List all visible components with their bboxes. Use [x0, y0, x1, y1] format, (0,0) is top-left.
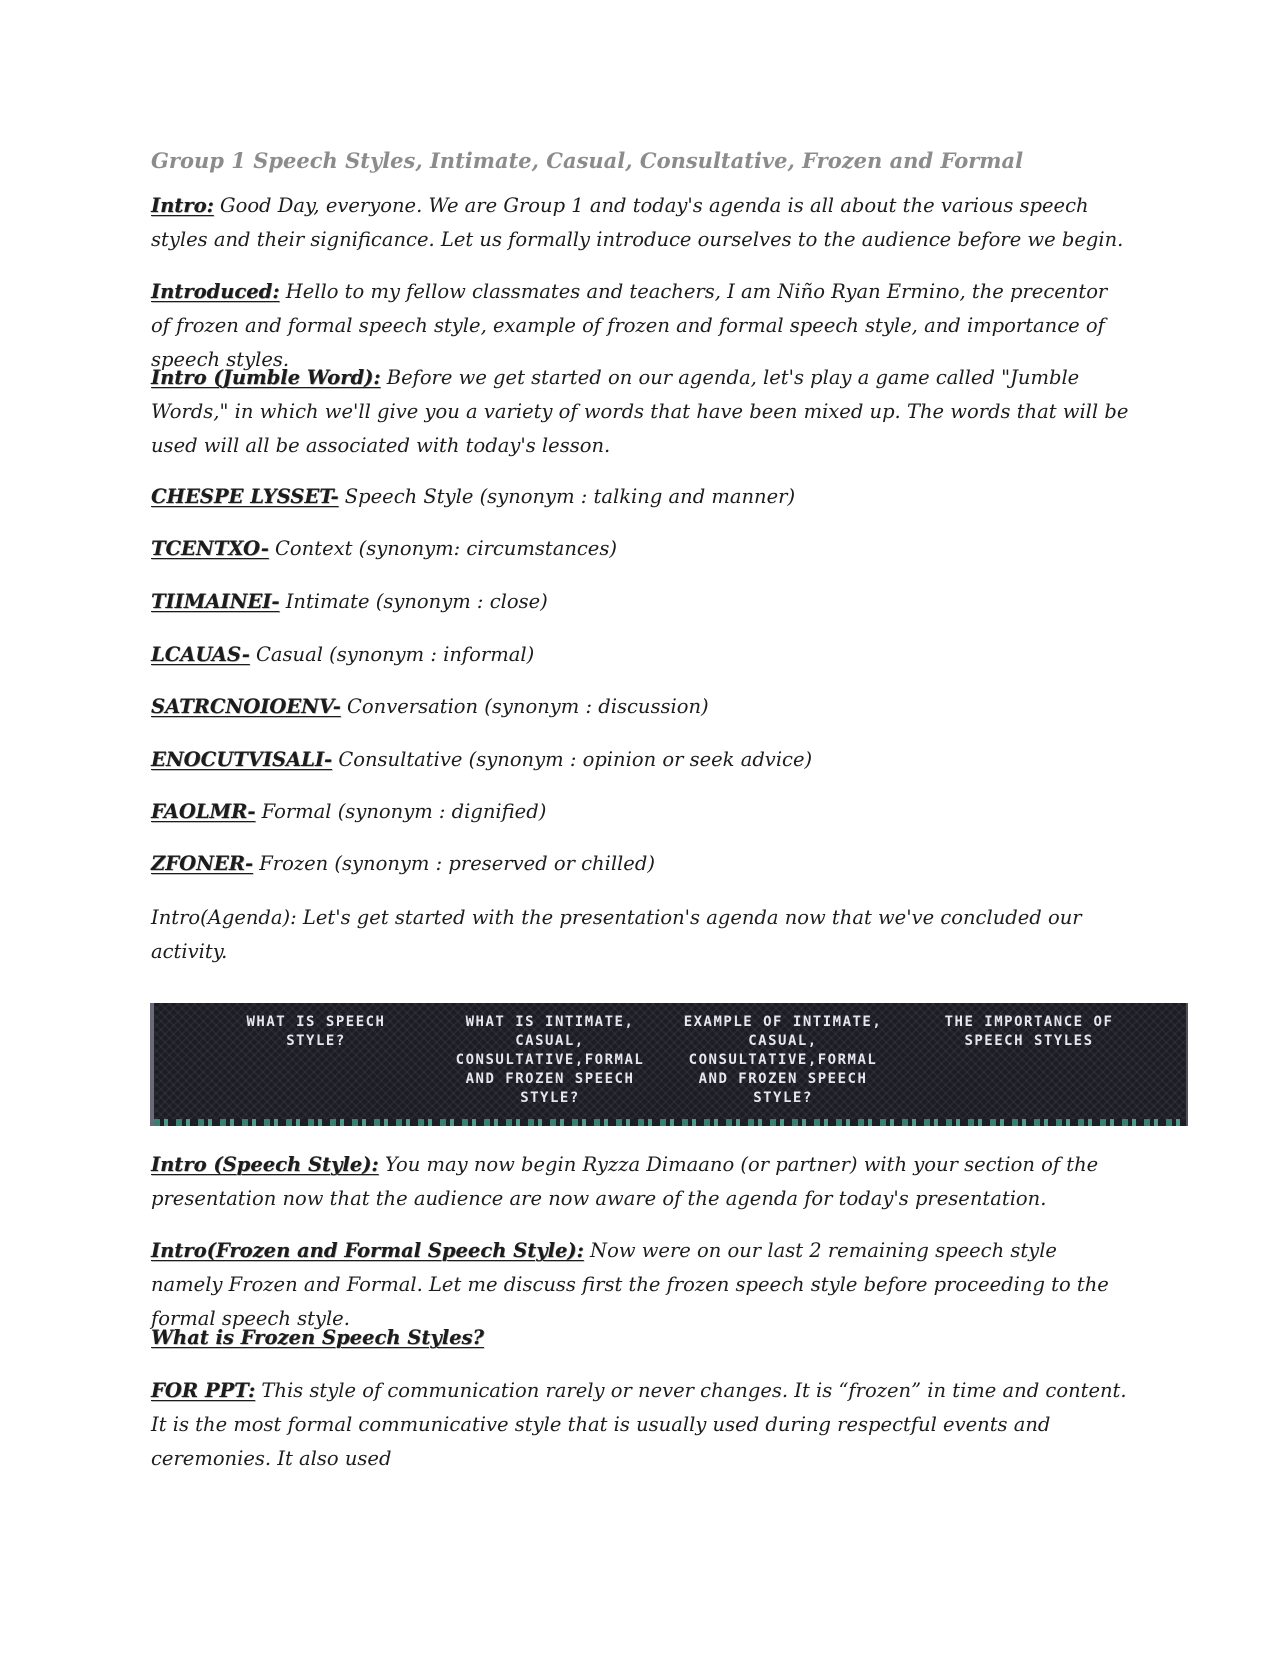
jumble-scrambled: ZFONER-	[151, 852, 254, 875]
jumble-word-item	[151, 690, 1131, 724]
intro-jumble-text: Before we get started on our agenda, let's play a game called "Jumble Words," in which we'll give you a variety of words that have been mixed up. The words that will be used will all be associated with today's lesson.	[151, 366, 1129, 457]
document-title: Group 1 Speech Styles, Intimate, Casual, Consultative, Frozen and Formal	[151, 148, 1024, 173]
for-ppt-paragraph	[151, 1374, 1131, 1476]
jumble-word-item	[151, 795, 1131, 829]
intro-jumble-paragraph	[151, 361, 1131, 463]
agenda-item-importance: THE IMPORTANCE OF SPEECH STYLES	[944, 1014, 1114, 1049]
intro-text: Good Day, everyone. We are Group 1 and today's agenda is all about the various speech styles and their significance. Let us formally introduce ourselves to the audience before we begin.	[151, 194, 1124, 251]
jumble-answer: Conversation (synonym : discussion)	[347, 695, 709, 718]
jumble-scrambled: SATRCNOIOENV-	[151, 695, 341, 718]
jumble-word-item	[151, 480, 1131, 514]
agenda-item-what-is-styles: WHAT IS INTIMATE, CASUAL, CONSULTATIVE,FORMAL AND FROZEN SPEECH STYLE?	[455, 1014, 645, 1106]
intro-label: Intro:	[151, 194, 214, 217]
agenda-banner-decoration	[154, 1119, 1186, 1126]
jumble-word-item	[151, 847, 1131, 881]
jumble-answer: Speech Style (synonym : talking and manner)	[344, 485, 796, 508]
jumble-word-item	[151, 532, 1131, 566]
intro-speech-style-label: Intro (Speech Style):	[151, 1153, 379, 1176]
intro-speech-style-paragraph	[151, 1148, 1131, 1216]
introduced-text: Hello to my fellow classmates and teachers, I am Niño Ryan Ermino, the precentor of frozen and formal speech style, example of frozen and formal speech style, and importance of speech styles.	[151, 280, 1108, 371]
jumble-answer: Intimate (synonym : close)	[285, 590, 548, 613]
intro-frozen-formal-label: Intro(Frozen and Formal Speech Style):	[151, 1239, 584, 1262]
jumble-word-item	[151, 743, 1131, 777]
jumble-answer: Context (synonym: circumstances)	[275, 537, 617, 560]
jumble-answer: Casual (synonym : informal)	[256, 643, 535, 666]
agenda-item-examples: EXAMPLE OF INTIMATE, CASUAL, CONSULTATIVE,FORMAL AND FROZEN SPEECH STYLE?	[683, 1014, 883, 1106]
intro-agenda-paragraph: Intro(Agenda): Let's get started with the presentation's agenda now that we've concluded our activity.	[151, 906, 1082, 963]
jumble-scrambled: CHESPE LYSSET-	[151, 485, 339, 508]
jumble-answer: Frozen (synonym : preserved or chilled)	[259, 852, 655, 875]
intro-frozen-formal-text: Now were on our last 2 remaining speech style namely Frozen and Formal. Let me discuss first the frozen speech style before proceeding to the formal speech style.	[151, 1239, 1109, 1330]
agenda-banner-image	[150, 1003, 1188, 1126]
for-ppt-text: This style of communication rarely or never changes. It is “frozen” in time and content. It is the most formal communicative style that is usually used during respectful events and ceremonies. It also used	[151, 1379, 1127, 1470]
for-ppt-label: FOR PPT:	[151, 1379, 256, 1402]
frozen-speech-heading	[151, 1321, 1131, 1355]
jumble-scrambled: ENOCUTVISALI-	[151, 748, 333, 771]
jumble-scrambled: FAOLMR-	[151, 800, 256, 823]
jumble-answer: Formal (synonym : dignified)	[261, 800, 547, 823]
agenda-item-speech-style: WHAT IS SPEECH STYLE?	[246, 1014, 386, 1049]
jumble-word-item	[151, 638, 1131, 672]
introduced-label: Introduced:	[151, 280, 280, 303]
jumble-word-item	[151, 585, 1131, 619]
jumble-answer: Consultative (synonym : opinion or seek advice)	[338, 748, 813, 771]
intro-speech-style-text: You may now begin Ryzza Dimaano (or partner) with your section of the presentation now that the audience are now aware of the agenda for today's presentation.	[151, 1153, 1099, 1210]
intro-paragraph	[151, 189, 1131, 257]
intro-jumble-label: Intro (Jumble Word):	[151, 366, 381, 389]
jumble-scrambled: TIIMAINEI-	[151, 590, 280, 613]
frozen-heading-text: What is Frozen Speech Styles?	[151, 1326, 484, 1349]
jumble-scrambled: LCAUAS-	[151, 643, 250, 666]
jumble-scrambled: TCENTXO-	[151, 537, 269, 560]
